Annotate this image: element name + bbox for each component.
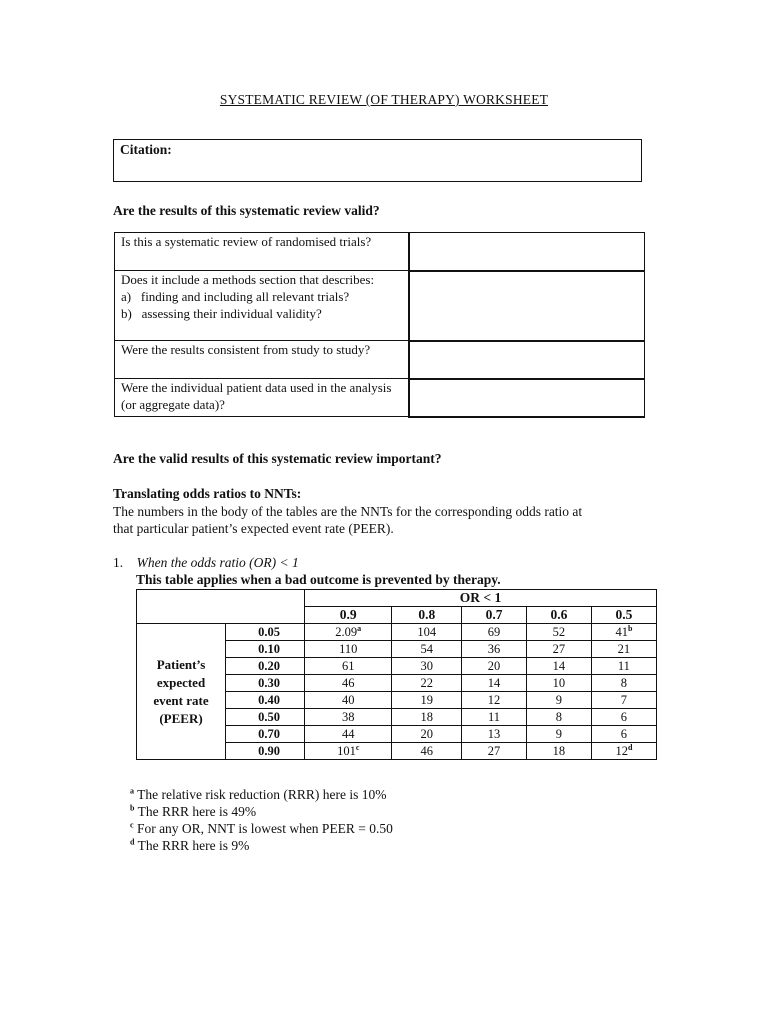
peer-value: 0.30 (226, 675, 305, 692)
validity-answer-cell[interactable] (409, 379, 645, 417)
validity-question: Were the results consistent from study to study? (115, 341, 410, 379)
nnt-cell: 110 (305, 641, 392, 658)
item-1: 1. When the odds ratio (OR) < 1 (113, 555, 299, 570)
item-1-subheading: This table applies when a bad outcome is prevented by therapy. (136, 572, 501, 587)
nnt-cell: 61 (305, 658, 392, 675)
nnt-cell: 7 (591, 692, 656, 709)
or-column-header: 0.6 (526, 607, 591, 624)
translating-text: that particular patient’s expected event rate (PEER). (113, 521, 394, 536)
nnt-cell: 69 (462, 624, 527, 641)
footnote: $^c$ For any OR, NNT is lowest when PEER = 0.50 (130, 820, 393, 836)
worksheet-title: SYSTEMATIC REVIEW (OF THERAPY) WORKSHEET (219, 92, 549, 107)
footnote-marker: b (627, 623, 633, 633)
translating-text: The numbers in the body of the tables are the NNTs for the corresponding odds ratio at (113, 504, 583, 519)
methods-subitem: a) finding and including all relevant trials? (121, 289, 350, 304)
nnt-cell: 9 (526, 692, 591, 709)
nnt-cell: 20 (392, 726, 462, 743)
validity-question: Is this a systematic review of randomised trials? (115, 233, 410, 271)
citation-box[interactable] (113, 139, 642, 182)
peer-value: 0.20 (226, 658, 305, 675)
nnt-cell: 13 (462, 726, 527, 743)
nnt-cell: 27 (462, 743, 527, 760)
citation-label: Citation: (120, 142, 172, 157)
footnote: $^a$ The relative risk reduction (RRR) here is 10% (130, 786, 387, 802)
nnt-cell: 46 (392, 743, 462, 760)
nnt-cell: 18 (392, 709, 462, 726)
nnt-cell: 2.09$^a$ (305, 624, 392, 641)
nnt-cell: 21 (591, 641, 656, 658)
peer-value: 0.10 (226, 641, 305, 658)
or-column-header: 0.5 (591, 607, 656, 624)
nnt-cell: 101$^c$ (305, 743, 392, 760)
section-valid-heading: Are the results of this systematic review valid? (113, 203, 380, 218)
nnt-cell: 8 (591, 675, 656, 692)
translating-heading: Translating odds ratios to NNTs: (113, 486, 302, 501)
nnt-cell: 12$^d$ (591, 743, 656, 760)
nnt-cell: 104 (392, 624, 462, 641)
nnt-cell: 9 (526, 726, 591, 743)
peer-value: 0.90 (226, 743, 305, 760)
methods-subitem: b) assessing their individual validity? (121, 306, 322, 321)
peer-value: 0.40 (226, 692, 305, 709)
nnt-cell: 54 (392, 641, 462, 658)
nnt-cell: 36 (462, 641, 527, 658)
footnote-marker: a (357, 623, 362, 633)
validity-answer-cell[interactable] (409, 271, 645, 341)
nnt-cell: 8 (526, 709, 591, 726)
or-group-header: OR < 1 (305, 590, 657, 607)
footnote-marker: d (627, 742, 633, 752)
odds-ratio-table (136, 589, 657, 760)
nnt-cell: 38 (305, 709, 392, 726)
or-column-header: 0.7 (462, 607, 527, 624)
validity-question: Were the individual patient data used in the analysis (or aggregate data)? (115, 379, 410, 417)
or-column-header: 0.8 (392, 607, 462, 624)
nnt-cell: 19 (392, 692, 462, 709)
peer-row-label: Patient’s expected event rate (PEER) (137, 624, 226, 760)
nnt-cell: 40 (305, 692, 392, 709)
nnt-cell: 11 (462, 709, 527, 726)
nnt-cell: 52 (526, 624, 591, 641)
peer-value: 0.50 (226, 709, 305, 726)
validity-table (114, 232, 645, 418)
peer-value: 0.05 (226, 624, 305, 641)
footnote: $^d$ The RRR here is 9% (130, 837, 250, 853)
nnt-cell: 46 (305, 675, 392, 692)
nnt-cell: 22 (392, 675, 462, 692)
table-corner (137, 590, 305, 624)
nnt-cell: 41$^b$ (591, 624, 656, 641)
validity-question: Does it include a methods section that describes: a) finding and including all relevant trials? b) assessing their individual validity? (115, 271, 410, 341)
nnt-cell: 12 (462, 692, 527, 709)
nnt-cell: 18 (526, 743, 591, 760)
nnt-cell: 6 (591, 709, 656, 726)
peer-value: 0.70 (226, 726, 305, 743)
nnt-cell: 14 (526, 658, 591, 675)
or-column-header: 0.9 (305, 607, 392, 624)
table-row (137, 624, 657, 641)
nnt-cell: 10 (526, 675, 591, 692)
footnote-marker: c (355, 742, 360, 752)
validity-answer-cell[interactable] (409, 233, 645, 271)
footnote: $^b$ The RRR here is 49% (130, 803, 257, 819)
validity-answer-cell[interactable] (409, 341, 645, 379)
nnt-cell: 6 (591, 726, 656, 743)
or-table-body (137, 624, 657, 760)
nnt-cell: 20 (462, 658, 527, 675)
nnt-cell: 11 (591, 658, 656, 675)
nnt-cell: 44 (305, 726, 392, 743)
section-important-heading: Are the valid results of this systematic review important? (113, 451, 442, 466)
nnt-cell: 14 (462, 675, 527, 692)
nnt-cell: 27 (526, 641, 591, 658)
nnt-cell: 30 (392, 658, 462, 675)
